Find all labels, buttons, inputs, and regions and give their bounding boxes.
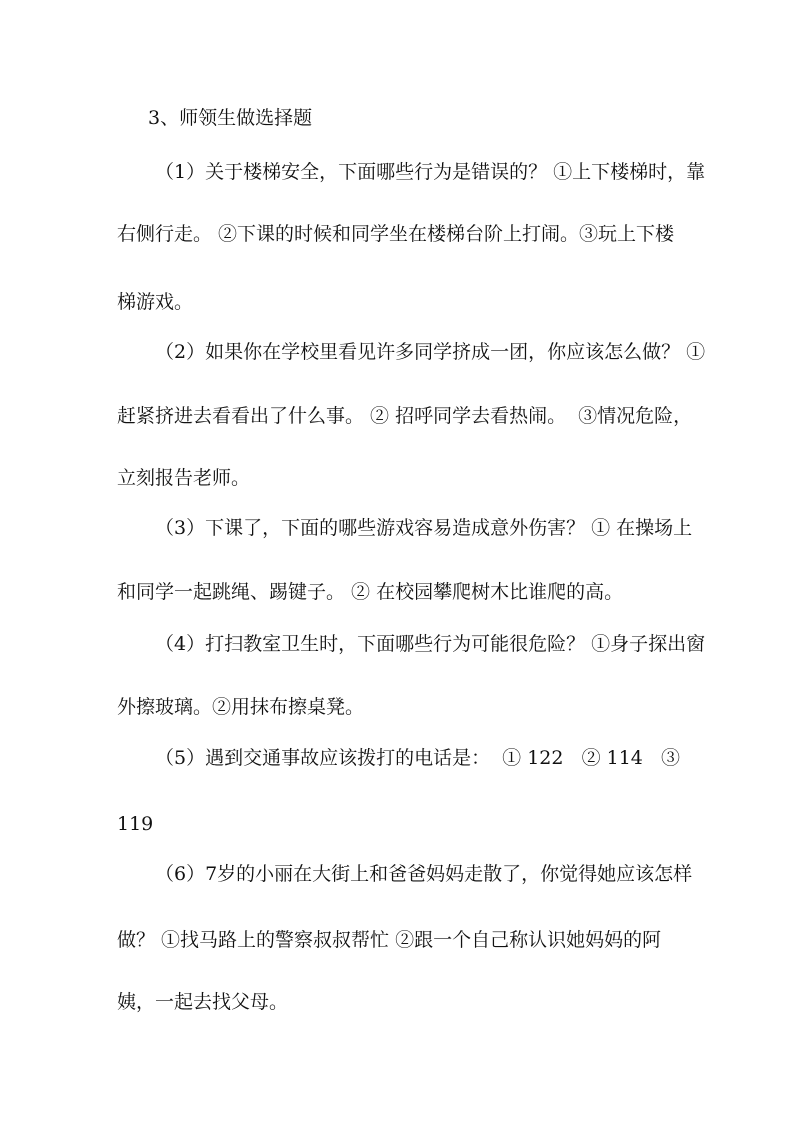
section-heading: 3、师领生做选择题 [148, 107, 313, 129]
question-6-line-2: 做？ ①找马路上的警察叔叔帮忙 ②跟一个自己称认识她妈妈的阿 [117, 929, 662, 951]
question-3-line-2: 和同学一起跳绳、踢键子。 ② 在校园攀爬树木比谁爬的高。 [117, 581, 624, 603]
question-1-line-3: 梯游戏。 [117, 291, 194, 313]
question-2-line-2: 赶紧挤进去看看出了什么事。 ② 招呼同学去看热闹。 ③情况危险， [117, 405, 693, 427]
question-1-line-2: 右侧行走。 ②下课的时候和同学坐在楼梯台阶上打闹。③玩上下楼 [117, 223, 675, 245]
question-6-line-3: 姨，一起去找父母。 [117, 991, 289, 1013]
question-5-line-2: 119 [117, 813, 154, 835]
question-3-line-1: （3）下课了，下面的哪些游戏容易造成意外伤害？ ① 在操场上 [155, 517, 693, 539]
question-1-line-1: （1）关于楼梯安全，下面哪些行为是错误的？ ①上下楼梯时，靠 [155, 161, 706, 183]
question-6-line-1: （6）7岁的小丽在大街上和爸爸妈妈走散了，你觉得她应该怎样 [155, 863, 693, 885]
question-2-line-3: 立刻报告老师。 [117, 467, 251, 489]
question-4-line-1: （4）打扫教室卫生时，下面哪些行为可能很危险？ ①身子探出窗 [155, 633, 706, 655]
question-4-line-2: 外擦玻璃。②用抹布擦桌凳。 [117, 696, 365, 718]
question-2-line-1: （2）如果你在学校里看见许多同学挤成一团，你应该怎么做？ ① [155, 341, 706, 363]
question-5-line-1: （5）遇到交通事故应该拨打的电话是： ① 122 ② 114 ③ [155, 747, 681, 769]
